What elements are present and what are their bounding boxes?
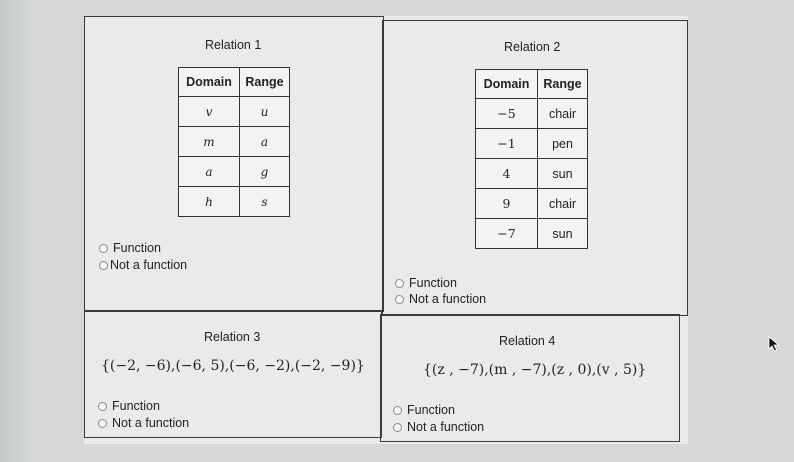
table-row [179, 127, 290, 157]
relation-4-function-option[interactable] [393, 403, 455, 417]
range-cell: chair [538, 189, 588, 219]
range-cell: s [240, 187, 290, 217]
radio-button[interactable] [99, 261, 108, 270]
table-row [476, 159, 588, 189]
radio-button[interactable] [98, 402, 107, 411]
table-header-row [476, 70, 588, 99]
radio-button[interactable] [395, 295, 404, 304]
domain-cell: a [179, 157, 240, 187]
relation-1-function-option[interactable] [99, 241, 161, 255]
domain-cell: h [179, 187, 240, 217]
range-cell: g [240, 157, 290, 187]
domain-header: Domain [476, 70, 538, 99]
relation-4-not-function-option[interactable] [393, 420, 484, 434]
range-cell: sun [538, 219, 588, 249]
table-row [179, 97, 290, 127]
table-row [476, 189, 588, 219]
relation-3-not-function-option[interactable] [98, 416, 189, 430]
domain-header: Domain [179, 68, 240, 97]
domain-cell: m [179, 127, 240, 157]
relation-2-function-option[interactable] [395, 276, 457, 290]
range-header: Range [538, 70, 588, 99]
range-header: Range [240, 68, 290, 97]
table-row [476, 219, 588, 249]
relation-3-title: Relation 3 [204, 330, 261, 344]
mouse-pointer-icon [768, 336, 780, 352]
range-cell: sun [538, 159, 588, 189]
screen-left-edge [0, 0, 32, 462]
option-label: Function [112, 399, 160, 413]
radio-button[interactable] [393, 423, 402, 432]
table-row [179, 187, 290, 217]
relation-4-set: {(z , −7),(m , −7),(z , 0),(v , 5)} [423, 362, 647, 378]
table-header-row [179, 68, 290, 97]
table-row [476, 99, 588, 129]
range-cell: u [240, 97, 290, 127]
domain-cell: −1 [476, 129, 538, 159]
domain-cell: −5 [476, 99, 538, 129]
option-label: Function [409, 276, 457, 290]
domain-cell: 4 [476, 159, 538, 189]
domain-cell: v [179, 97, 240, 127]
domain-cell: −7 [476, 219, 538, 249]
option-label: Not a function [409, 292, 487, 306]
relation-4-title: Relation 4 [499, 334, 556, 348]
range-cell: pen [538, 129, 588, 159]
range-cell: chair [538, 99, 588, 129]
radio-button[interactable] [98, 419, 107, 428]
relation-2-title: Relation 2 [504, 40, 561, 54]
relation-1-not-function-option[interactable] [99, 258, 187, 272]
relation-2-not-function-option[interactable] [395, 292, 486, 306]
relation-2-table [475, 69, 588, 249]
option-label: Not a function [112, 416, 190, 430]
option-label: Function [113, 241, 161, 255]
relation-1-table [178, 67, 290, 217]
option-label: Not a function [110, 258, 188, 272]
table-row [476, 129, 588, 159]
domain-cell: 9 [476, 189, 538, 219]
radio-button[interactable] [395, 279, 404, 288]
relation-1-title: Relation 1 [205, 38, 262, 52]
relation-3-function-option[interactable] [98, 399, 160, 413]
option-label: Function [407, 403, 455, 417]
range-cell: a [240, 127, 290, 157]
table-row [179, 157, 290, 187]
radio-button[interactable] [393, 406, 402, 415]
relation-3-set: {(−2, −6),(−6, 5),(−6, −2),(−2, −9)} [101, 358, 365, 374]
option-label: Not a function [407, 420, 485, 434]
radio-button[interactable] [99, 244, 108, 253]
